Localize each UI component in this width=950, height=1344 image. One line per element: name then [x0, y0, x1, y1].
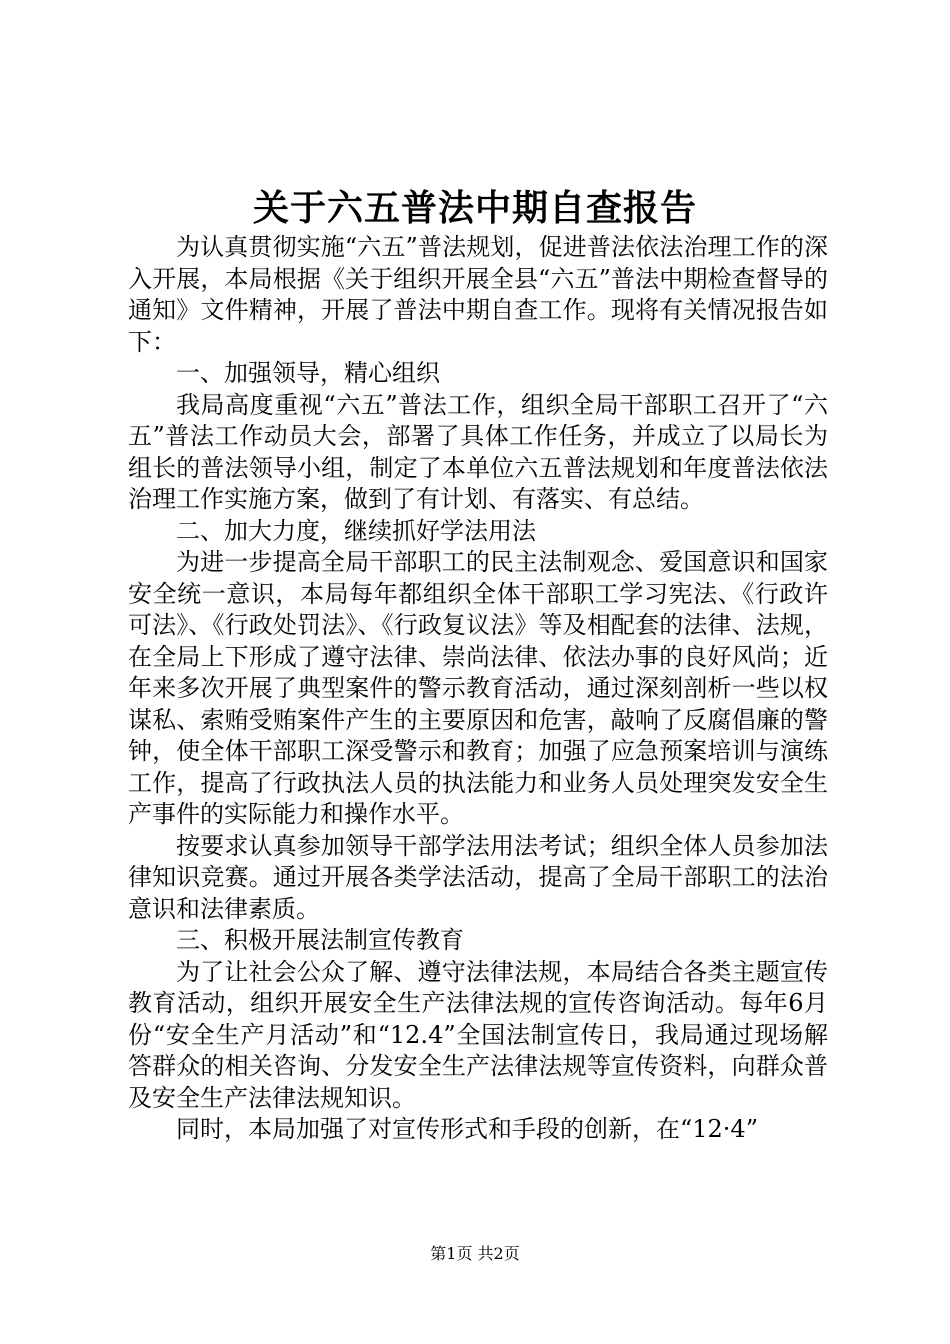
section-2-paragraph-1: 为进一步提高全局干部职工的民主法制观念、爱国意识和国家安全统一意识，本局每年都组织全体干部职工学习宪法、《行政许可法》、《行政处罚法》、《行政复议法》等及相配套的法律、法规，在全局上下形成了遵守法律、崇尚法律、依法办事的良好风尚；近年来多次开展了典型案件的警示教育活动，通过深刻剖析一些以权谋私、索贿受贿案件产生的主要原因和危害，敲响了反腐倡廉的警钟，使全体干部职工深受警示和教育；加强了应急预案培训与演练工作，提高了行政执法人员的执法能力和业务人员处理突发安全生产事件的实际能力和操作水平。: [128, 548, 828, 828]
section-heading-2: 二、加大力度，继续抓好学法用法: [176, 516, 536, 545]
section-heading-1: 一、加强领导，精心组织: [176, 359, 440, 387]
section-1-paragraph: 我局高度重视“六五”普法工作，组织全局干部职工召开了“六五”普法工作动员大会，部署了具体工作任务，并成立了以局长为组长的普法领导小组，制定了本单位六五普法规划和年度普法依法治理工作实施方案，做到了有计划、有落实、有总结。: [128, 390, 828, 513]
intro-paragraph: 为认真贯彻实施“六五”普法规划，促进普法依法治理工作的深入开展，本局根据《关于组织开展全县“六五”普法中期检查督导的通知》文件精神，开展了普法中期自查工作。现将有关情况报告如下：: [128, 233, 828, 356]
page-number-footer: 第1页 共2页: [430, 1244, 520, 1263]
section-heading-3: 三、积极开展法制宣传教育: [176, 926, 464, 954]
section-2-paragraph-2: 按要求认真参加领导干部学法用法考试；组织全体人员参加法律知识竞赛。通过开展各类学法活动，提高了全局干部职工的法治意识和法律素质。: [128, 831, 828, 923]
section-3-paragraph-2: 同时，本局加强了对宣传形式和手段的创新，在“12·4”: [176, 1115, 758, 1143]
document-body: [128, 232, 828, 1146]
section-3-paragraph-1: 为了让社会公众了解、遵守法律法规，本局结合各类主题宣传教育活动，组织开展安全生产法律法规的宣传咨询活动。每年6月份“安全生产月活动”和“12.4”全国法制宣传日，我局通过现场解答群众的相关咨询、分发安全生产法律法规等宣传资料，向群众普及安全生产法律法规知识。: [128, 957, 828, 1112]
document-title: 关于六五普法中期自查报告: [252, 187, 697, 229]
